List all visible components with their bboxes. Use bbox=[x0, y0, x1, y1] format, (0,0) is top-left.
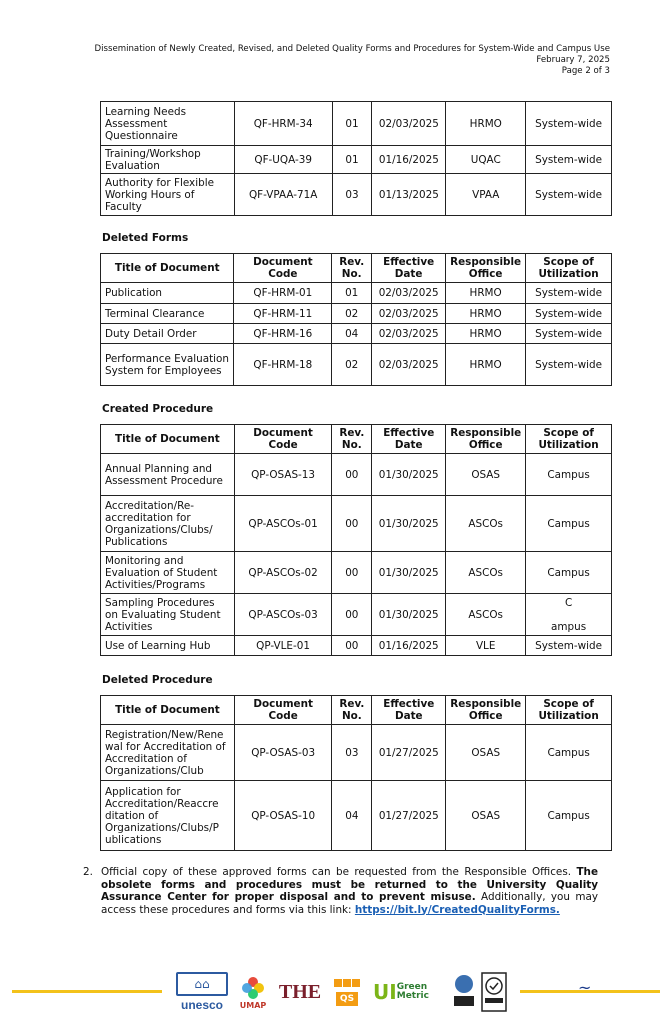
table-row bbox=[101, 496, 612, 552]
signature-mark: ~ bbox=[578, 978, 592, 997]
row-rev-cell: 03 bbox=[332, 174, 372, 216]
note-body bbox=[101, 866, 598, 916]
row-title-cell: Training/Workshop Evaluation bbox=[101, 146, 235, 174]
header-page-number: Page 2 of 3 bbox=[561, 66, 610, 76]
row-date-cell: 02/03/2025 bbox=[372, 283, 446, 304]
row-office-cell: ASCOs bbox=[446, 594, 526, 636]
table-row bbox=[101, 344, 612, 386]
table-header bbox=[101, 425, 612, 454]
row-office-cell: OSAS bbox=[446, 454, 526, 496]
row-date-cell: 02/03/2025 bbox=[372, 324, 446, 344]
row-date-cell: 01/27/2025 bbox=[372, 725, 446, 781]
row-office-cell: OSAS bbox=[446, 725, 526, 781]
note-text-2: Additionally, you may access these procedures and forms via this link: bbox=[101, 891, 598, 916]
row-rev-cell: 00 bbox=[332, 454, 372, 496]
table-row bbox=[101, 324, 612, 344]
col-code-header: Document Code bbox=[234, 696, 332, 725]
row-rev-cell: 02 bbox=[332, 344, 372, 386]
row-scope-cell: Campus bbox=[526, 454, 612, 496]
row-scope-cell: System-wide bbox=[526, 146, 612, 174]
row-rev-cell: 00 bbox=[332, 496, 372, 552]
col-rev-header: Rev. No. bbox=[332, 254, 372, 283]
row-scope-cell: System-wide bbox=[526, 344, 612, 386]
page-header bbox=[94, 44, 610, 77]
continued-forms-table bbox=[100, 101, 612, 216]
row-title-cell: Use of Learning Hub bbox=[101, 636, 235, 656]
row-title-cell: Duty Detail Order bbox=[101, 324, 234, 344]
col-office-header: Responsible Office bbox=[446, 425, 526, 454]
table-row bbox=[101, 304, 612, 324]
row-date-cell: 02/03/2025 bbox=[372, 344, 446, 386]
row-code-cell: QF-HRM-16 bbox=[234, 324, 332, 344]
iso-badge-icon bbox=[451, 974, 477, 1010]
col-date-header: Effective Date bbox=[372, 696, 446, 725]
row-scope-cell: System-wide bbox=[526, 283, 612, 304]
deleted-procedure-table bbox=[100, 695, 612, 851]
row-code-cell: QP-VLE-01 bbox=[234, 636, 332, 656]
the-impact-logo: THE bbox=[278, 980, 322, 1003]
row-rev-cell: 04 bbox=[332, 781, 372, 851]
row-title-cell: Performance Evaluation System for Employees bbox=[101, 344, 234, 386]
col-office-header: Responsible Office bbox=[446, 254, 526, 283]
header-title: Dissemination of Newly Created, Revised, and Deleted Quality Forms and Procedures for System-Wide and Campus Use bbox=[94, 44, 610, 54]
row-code-cell: QF-VPAA-71A bbox=[234, 174, 332, 216]
table-row bbox=[101, 454, 612, 496]
row-office-cell: UQAC bbox=[446, 146, 526, 174]
created-procedure-table bbox=[100, 424, 612, 656]
row-title-cell: Sampling Procedures on Evaluating Student Activities bbox=[101, 594, 235, 636]
unesco-temple-icon: ⌂⌂ bbox=[176, 972, 228, 996]
row-office-cell: OSAS bbox=[446, 781, 526, 851]
note-text-1: Official copy of these approved forms can be requested from the Responsible Offices. bbox=[101, 866, 572, 878]
col-date-header: Effective Date bbox=[372, 425, 446, 454]
note-paragraph bbox=[83, 866, 598, 916]
row-scope-cell: System-wide bbox=[526, 324, 612, 344]
row-code-cell: QF-HRM-11 bbox=[234, 304, 332, 324]
row-code-cell: QF-HRM-34 bbox=[234, 102, 332, 146]
created-procedure-heading: Created Procedure bbox=[102, 403, 214, 415]
row-office-cell: ASCOs bbox=[446, 552, 526, 594]
row-office-cell: HRMO bbox=[446, 283, 526, 304]
row-title-cell: Registration/New/Rene wal for Accreditation of Accreditation of Organizations/Club bbox=[101, 725, 235, 781]
col-rev-header: Rev. No. bbox=[332, 425, 372, 454]
row-scope-cell: System-wide bbox=[526, 304, 612, 324]
table-row bbox=[101, 781, 612, 851]
row-rev-cell: 00 bbox=[332, 552, 372, 594]
iso-certification-logo bbox=[450, 968, 478, 1016]
col-scope-header: Scope of Utilization bbox=[526, 254, 612, 283]
col-code-header: Document Code bbox=[234, 254, 332, 283]
row-code-cell: QP-OSAS-10 bbox=[234, 781, 332, 851]
row-scope-cell: System-wide bbox=[526, 102, 612, 146]
row-scope-cell: System-wide bbox=[526, 636, 612, 656]
table-row bbox=[101, 552, 612, 594]
ukas-logo bbox=[480, 968, 508, 1016]
row-date-cell: 01/13/2025 bbox=[372, 174, 446, 216]
row-rev-cell: 01 bbox=[332, 146, 372, 174]
table-row bbox=[101, 146, 612, 174]
col-rev-header: Rev. No. bbox=[332, 696, 372, 725]
row-office-cell: VPAA bbox=[446, 174, 526, 216]
row-rev-cell: 02 bbox=[332, 304, 372, 324]
row-date-cell: 01/30/2025 bbox=[372, 594, 446, 636]
row-title-cell: Annual Planning and Assessment Procedure bbox=[101, 454, 235, 496]
qs-logo: QS bbox=[330, 968, 364, 1016]
table-row bbox=[101, 174, 612, 216]
table-row bbox=[101, 283, 612, 304]
row-code-cell: QP-ASCOs-02 bbox=[234, 552, 332, 594]
col-title-header: Title of Document bbox=[101, 425, 235, 454]
umap-logo: UMAP bbox=[236, 968, 270, 1016]
row-office-cell: HRMO bbox=[446, 324, 526, 344]
row-code-cell: QF-HRM-18 bbox=[234, 344, 332, 386]
qs-stars-icon bbox=[333, 978, 361, 990]
table-row bbox=[101, 725, 612, 781]
row-rev-cell: 01 bbox=[332, 283, 372, 304]
row-rev-cell: 00 bbox=[332, 594, 372, 636]
table-header bbox=[101, 254, 612, 283]
row-office-cell: HRMO bbox=[446, 304, 526, 324]
col-title-header: Title of Document bbox=[101, 254, 234, 283]
row-title-cell: Accreditation/Re-accreditation for Organizations/Clubs/ Publications bbox=[101, 496, 235, 552]
row-scope-cell: Campus bbox=[526, 552, 612, 594]
row-date-cell: 02/03/2025 bbox=[372, 304, 446, 324]
row-code-cell: QF-HRM-01 bbox=[234, 283, 332, 304]
row-title-cell: Publication bbox=[101, 283, 234, 304]
row-date-cell: 02/03/2025 bbox=[372, 102, 446, 146]
row-code-cell: QP-OSAS-13 bbox=[234, 454, 332, 496]
row-title-cell: Monitoring and Evaluation of Student Activities/Programs bbox=[101, 552, 235, 594]
footer-logos bbox=[170, 968, 510, 1020]
row-scope-cell: Campus bbox=[526, 781, 612, 851]
umap-flower-icon bbox=[240, 975, 266, 1001]
row-date-cell: 01/30/2025 bbox=[372, 454, 446, 496]
note-number: 2. bbox=[83, 866, 93, 878]
col-scope-header: Scope of Utilization bbox=[526, 696, 612, 725]
row-date-cell: 01/27/2025 bbox=[372, 781, 446, 851]
table-row bbox=[101, 636, 612, 656]
deleted-forms-table bbox=[100, 253, 612, 386]
table-header bbox=[101, 696, 612, 725]
row-office-cell: VLE bbox=[446, 636, 526, 656]
row-code-cell: QP-ASCOs-03 bbox=[234, 594, 332, 636]
unesco-logo: ⌂⌂ unesco bbox=[174, 968, 230, 1016]
col-scope-header: Scope of Utilization bbox=[526, 425, 612, 454]
forms-link[interactable]: https://bit.ly/CreatedQualityForms. bbox=[354, 903, 560, 916]
table-row bbox=[101, 102, 612, 146]
col-office-header: Responsible Office bbox=[446, 696, 526, 725]
row-scope-cell: System-wide bbox=[526, 174, 612, 216]
row-title-cell: Learning Needs Assessment Questionnaire bbox=[101, 102, 235, 146]
row-title-cell: Terminal Clearance bbox=[101, 304, 234, 324]
row-code-cell: QP-OSAS-03 bbox=[234, 725, 332, 781]
row-date-cell: 01/30/2025 bbox=[372, 496, 446, 552]
row-code-cell: QF-UQA-39 bbox=[234, 146, 332, 174]
row-rev-cell: 00 bbox=[332, 636, 372, 656]
row-rev-cell: 04 bbox=[332, 324, 372, 344]
row-scope-cell: C ampus bbox=[526, 594, 612, 636]
row-title-cell: Application for Accreditation/Reaccre ditation of Organizations/Clubs/P ublications bbox=[101, 781, 235, 851]
greenmetric-logo: UI Green Metric bbox=[373, 980, 429, 1004]
row-date-cell: 01/16/2025 bbox=[372, 146, 446, 174]
col-title-header: Title of Document bbox=[101, 696, 235, 725]
row-office-cell: ASCOs bbox=[446, 496, 526, 552]
row-rev-cell: 03 bbox=[332, 725, 372, 781]
row-code-cell: QP-ASCOs-01 bbox=[234, 496, 332, 552]
col-date-header: Effective Date bbox=[372, 254, 446, 283]
ukas-crown-tick-icon bbox=[481, 972, 507, 1012]
row-office-cell: HRMO bbox=[446, 344, 526, 386]
table-row bbox=[101, 594, 612, 636]
row-date-cell: 01/30/2025 bbox=[372, 552, 446, 594]
footer-accent-line-left bbox=[12, 990, 162, 993]
note-bold-text: The obsolete forms and procedures must be returned to the University Quality Assurance Center for proper disposal and to prevent misuse. bbox=[101, 866, 598, 903]
row-rev-cell: 01 bbox=[332, 102, 372, 146]
header-date: February 7, 2025 bbox=[536, 55, 610, 65]
deleted-procedure-heading: Deleted Procedure bbox=[102, 674, 213, 686]
col-code-header: Document Code bbox=[234, 425, 332, 454]
row-title-cell: Authority for Flexible Working Hours of Faculty bbox=[101, 174, 235, 216]
row-date-cell: 01/16/2025 bbox=[372, 636, 446, 656]
row-scope-cell: Campus bbox=[526, 496, 612, 552]
row-scope-cell: Campus bbox=[526, 725, 612, 781]
row-office-cell: HRMO bbox=[446, 102, 526, 146]
deleted-forms-heading: Deleted Forms bbox=[102, 232, 189, 244]
